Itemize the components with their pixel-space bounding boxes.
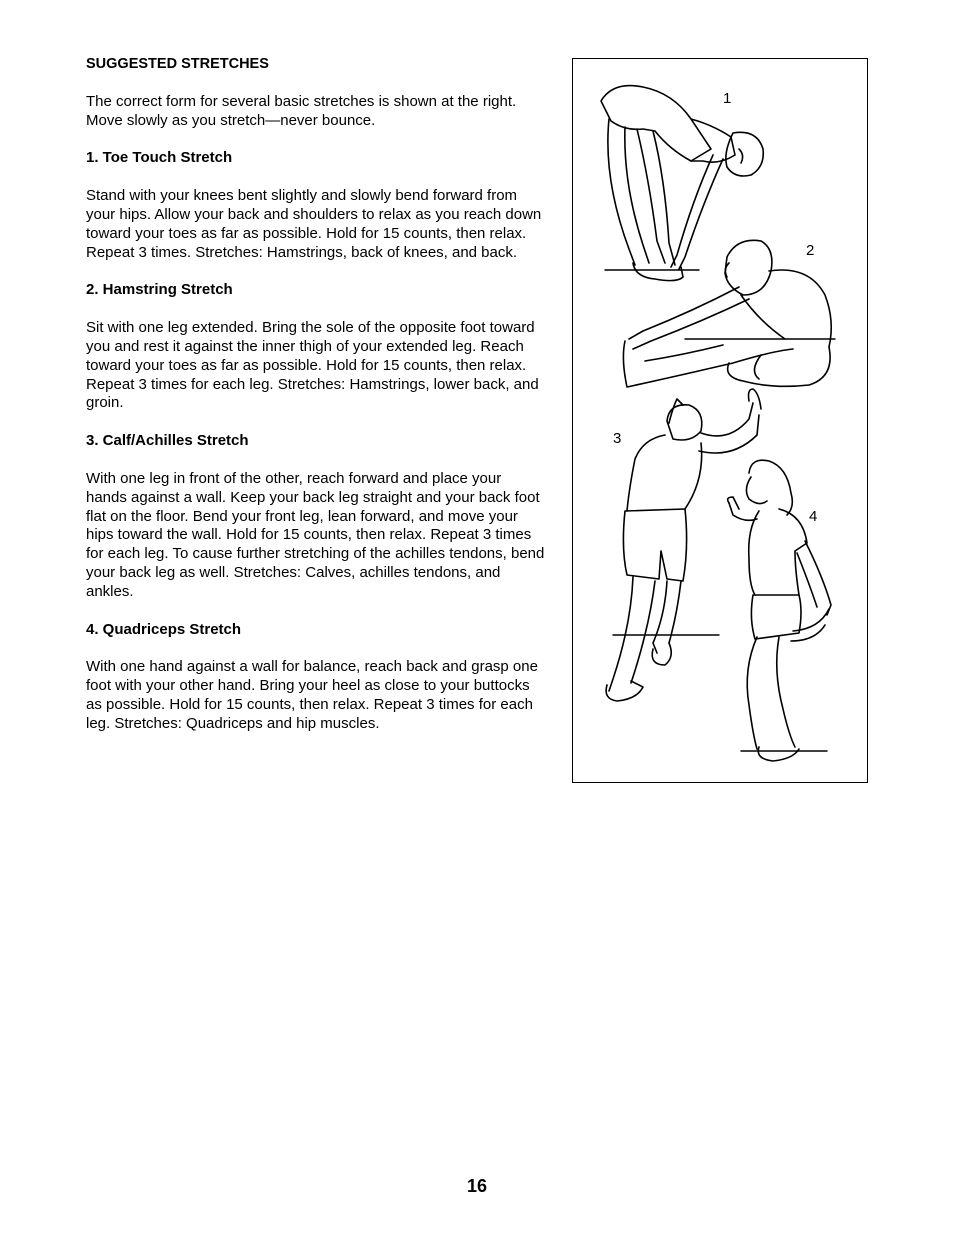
instructions-column — [86, 55, 546, 753]
stretch-1-body: Stand with your knees bent slightly and slowly bend forward from your hips. Allow your back and shoulders to relax as you reach down toward your toes as far as possible. Hold for 15 counts, then relax. Repeat 3 times. Stretches: Hamstrings, back of knees, and back. — [86, 187, 542, 261]
stretch-2-body: Sit with one leg extended. Bring the sole of the opposite foot toward you and rest it against the inner thigh of your extended leg. Reach toward your toes as far as possible. Hold for 15 counts, then relax. Repeat 3 times for each leg. Stretches: Hamstrings, lower back, and groin. — [86, 319, 539, 412]
intro-paragraph: The correct form for several basic stretches is shown at the right. Move slowly as you stretch—never bounce. — [86, 92, 517, 129]
stretch-4-title: 4. Quadriceps Stretch — [86, 620, 242, 638]
section-heading: SUGGESTED STRETCHES — [86, 56, 269, 72]
figure-label-2: 2 — [806, 242, 815, 259]
stretch-1-title: 1. Toe Touch Stretch — [86, 149, 233, 167]
figure-label-1: 1 — [723, 90, 732, 107]
stretch-4-body: With one hand against a wall for balance, reach back and grasp one foot with your other hand. Bring your heel as close to your buttocks as possible. Hold for 15 counts, then relax. Repeat 3 times for each leg. Stretches: Quadriceps and hip muscles. — [86, 658, 538, 732]
stretch-3-title: 3. Calf/Achilles Stretch — [86, 432, 249, 450]
stretch-3-body: With one leg in front of the other, reach forward and place your hands against a wall. Keep your back leg straight and your back foot flat on the floor. Bend your front leg, lean forward, and move your hips toward the wall. Hold for 15 counts, then relax. Repeat 3 times for each leg. To cause further stretching of the achilles tendons, bend your back leg as well. Stretches: Calves, achilles tendons, and ankles. — [86, 469, 545, 600]
stretch-figures-drawing — [573, 59, 867, 782]
figure-quadriceps — [728, 460, 831, 761]
figure-calf-achilles — [606, 389, 761, 701]
figure-label-4: 4 — [809, 508, 818, 525]
figure-hamstring — [623, 240, 835, 387]
figure-toe-touch — [601, 86, 763, 281]
stretches-illustration — [572, 58, 868, 783]
figure-label-3: 3 — [613, 430, 622, 447]
page-number: 16 — [466, 1176, 488, 1196]
stretch-2-title: 2. Hamstring Stretch — [86, 281, 233, 299]
